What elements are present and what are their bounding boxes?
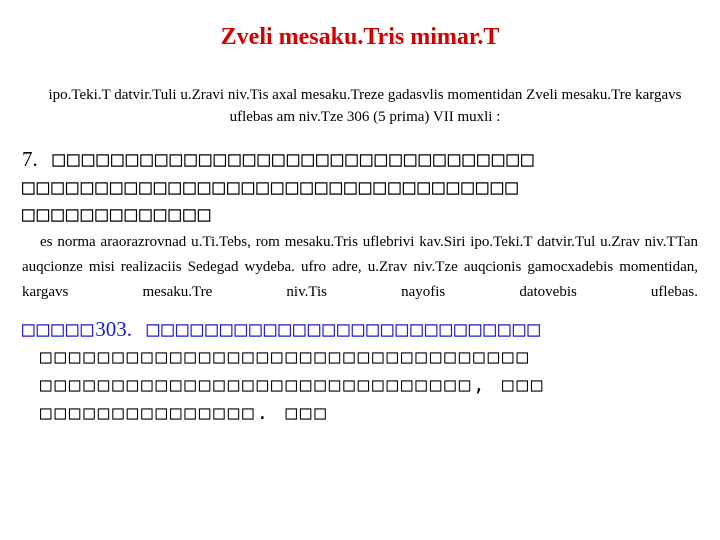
body-paragraph	[22, 230, 698, 330]
paragraph-line-3: kargavs mesaku.Tre niv.Tis nayofis datovebis uflebas.	[22, 284, 698, 300]
intro-line-2: uflebas am niv.Tze 306 (5 prima) VII muxli :	[229, 109, 501, 125]
page-title: Zveli mesaku.Tris mimar.T	[220, 24, 500, 50]
item-303-number: 303.	[95, 317, 132, 341]
item-303-line-4: □□□□□□□□□□□□□□□. □□□	[40, 402, 329, 424]
item-303-line-1	[22, 316, 720, 343]
item-7-line-3: □□□□□□□□□□□□□	[22, 202, 213, 226]
item-303-line-2: □□□□□□□□□□□□□□□□□□□□□□□□□□□□□□□□□□	[40, 346, 531, 368]
item-303-prefix: □□□□□	[22, 317, 96, 341]
intro-line-1: ipo.Teki.T datvir.Tuli u.Zravi niv.Tis axal mesaku.Treze gadasvlis momentidan Zveli mesaku.Tre kargavs	[48, 87, 682, 103]
item-303-line-3: □□□□□□□□□□□□□□□□□□□□□□□□□□□□□□, □□□	[40, 374, 546, 396]
item-7-line-2: □□□□□□□□□□□□□□□□□□□□□□□□□□□□□□□□□□	[22, 175, 520, 199]
item-7-line-1	[22, 146, 720, 173]
intro-text	[40, 84, 690, 128]
item-7-number: 7.	[22, 147, 38, 171]
paragraph-line-1: es norma araorazrovnad u.Ti.Tebs, rom mesaku.Tris uflebrivi kav.Siri ipo.Teki.T datvir.Tul u.Zrav niv.TTan	[40, 234, 698, 250]
paragraph-line-2: auqcionze misi realizaciis Sedegad wydeba. ufro adre, u.Zrav niv.Tze auqcionis gamocxadebis momentidan,	[22, 259, 698, 275]
item-7-glyphs-1: □□□□□□□□□□□□□□□□□□□□□□□□□□□□□□□□□	[52, 147, 536, 171]
item-303-glyphs-1: □□□□□□□□□□□□□□□□□□□□□□□□□□□	[146, 317, 542, 341]
